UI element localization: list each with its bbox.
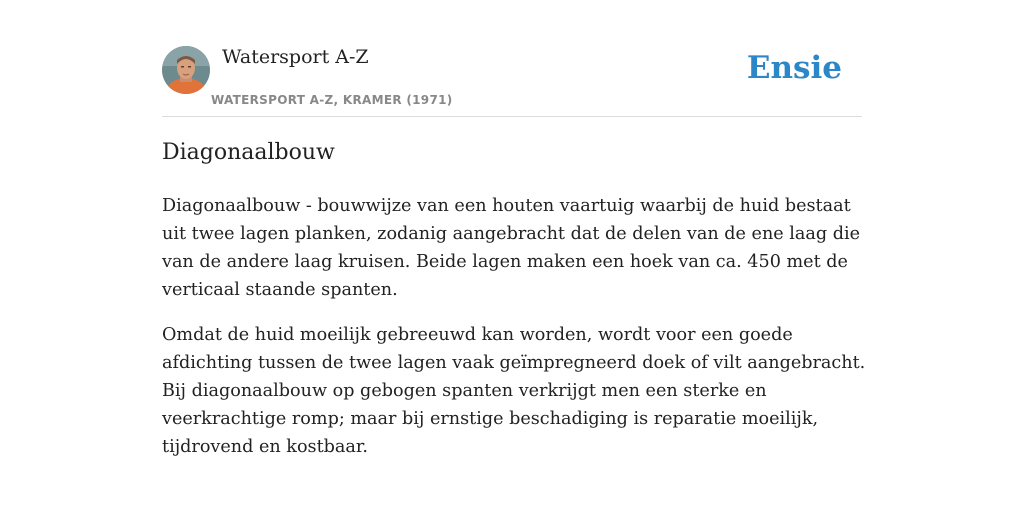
source-subtitle: WATERSPORT A-Z, KRAMER (1971) (211, 93, 453, 107)
article-paragraph: Omdat de huid moeilijk gebreeuwd kan worden, wordt voor een goede afdichting tussen de twee lagen vaak geïmpregneerd doek of vilt aangebracht. Bij diagonaalbouw op gebogen spanten verkrijgt men een sterke en veerkrachtige romp; maar bij ernstige beschadiging is reparatie moeilijk, tijdrovend en kostbaar. (162, 325, 866, 457)
source-header (162, 46, 862, 117)
ensie-logo[interactable]: Ensie (746, 50, 842, 86)
avatar[interactable] (162, 46, 210, 94)
article-paragraph: Diagonaalbouw - bouwwijze van een houten vaartuig waarbij de huid bestaat uit twee lagen planken, zodanig aangebracht dat de delen van de ene laag die van de andere laag kruisen. Beide lagen maken een hoek van ca. 450 met de verticaal staande spanten. (162, 196, 861, 300)
source-name[interactable]: Watersport A-Z (222, 46, 369, 68)
article-body (162, 192, 866, 478)
person-avatar-icon (162, 46, 210, 94)
article-title: Diagonaalbouw (162, 140, 335, 165)
